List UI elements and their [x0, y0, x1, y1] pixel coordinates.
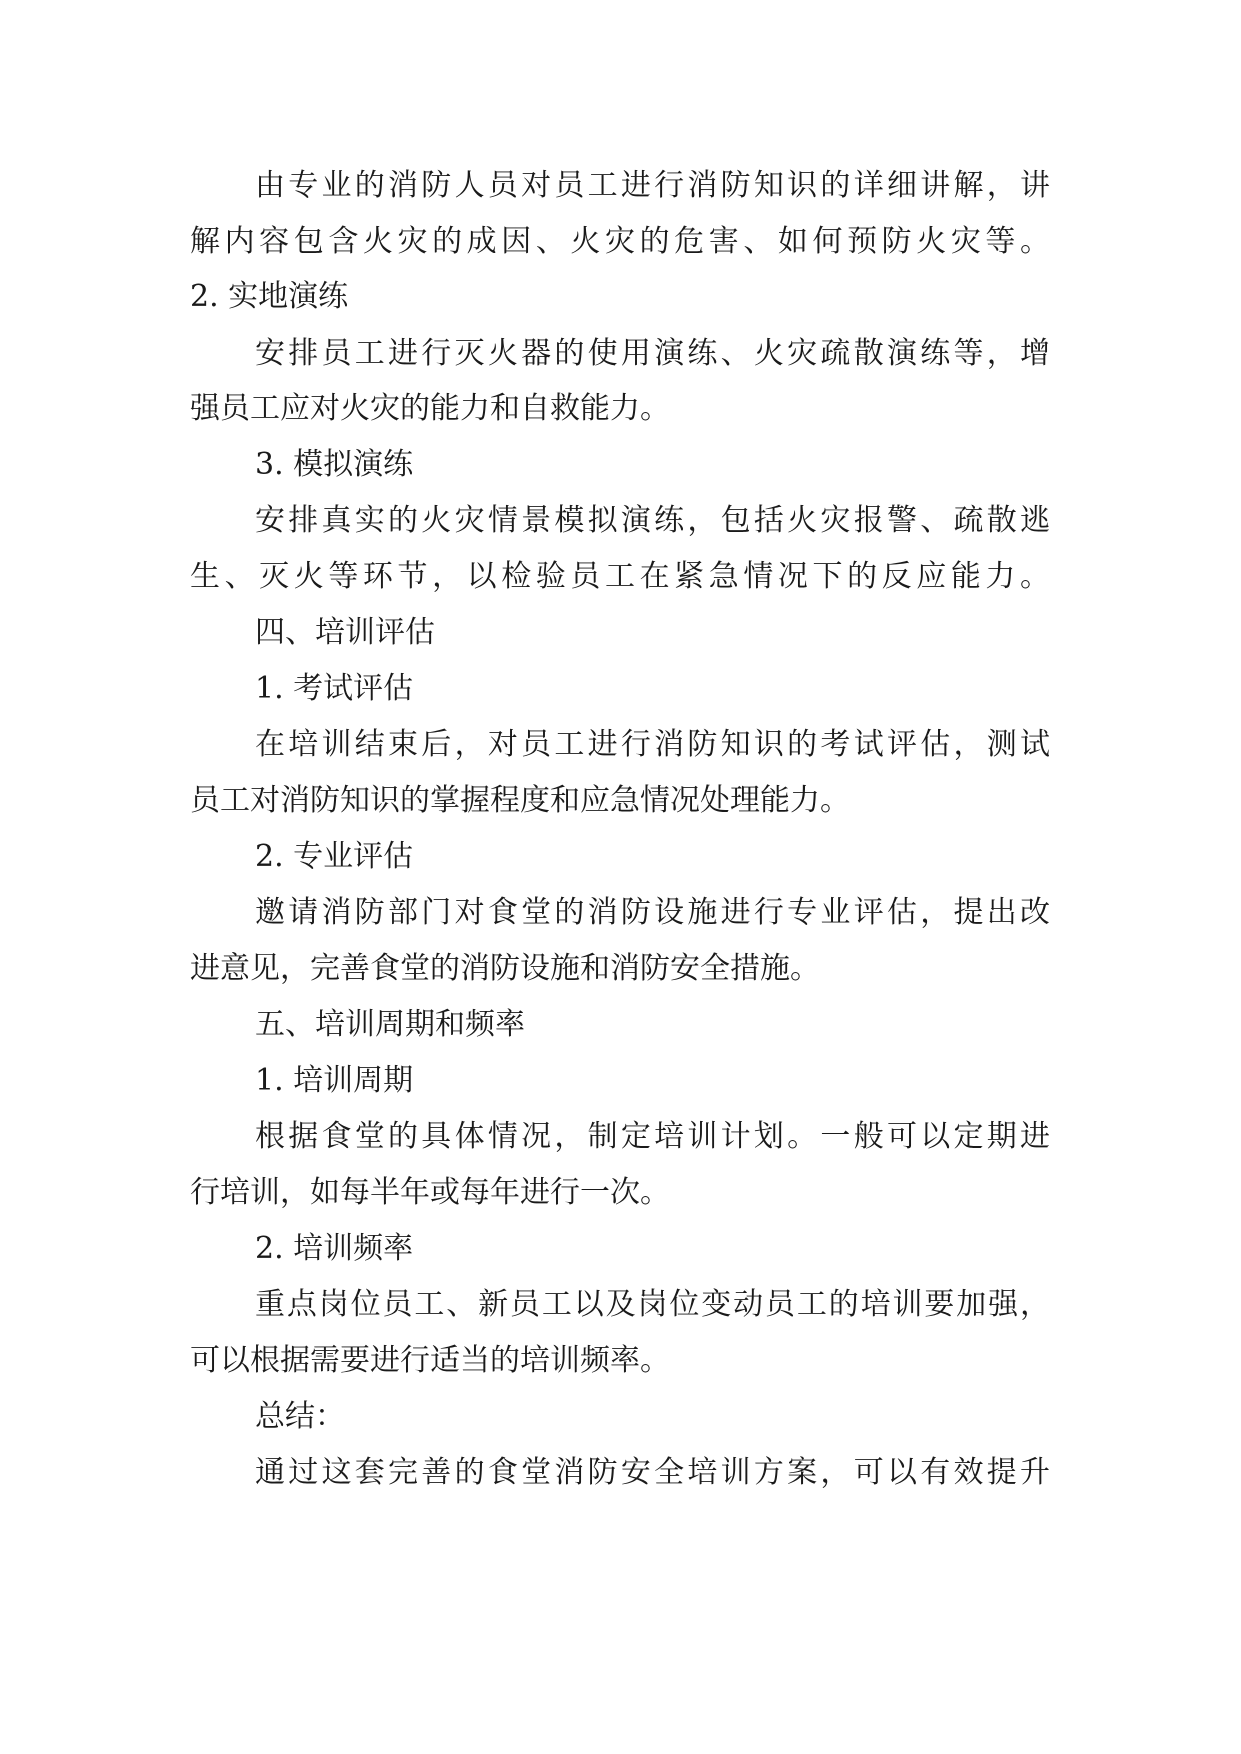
paragraph-line: 进意见，完善食堂的消防设施和消防安全措施。 — [190, 951, 820, 986]
paragraph-line: 行培训，如每半年或每年进行一次。 — [190, 1175, 670, 1210]
chapter-heading: 四、培训评估 — [255, 615, 435, 650]
section-heading: 3. 模拟演练 — [255, 447, 414, 482]
chapter-heading: 五、培训周期和频率 — [255, 1007, 525, 1042]
paragraph-line: 员工对消防知识的掌握程度和应急情况处理能力。 — [190, 783, 850, 818]
paragraph-line: 邀请消防部门对食堂的消防设施进行专业评估，提出改 — [255, 895, 1050, 930]
paragraph-line: 在培训结束后，对员工进行消防知识的考试评估，测试 — [255, 727, 1050, 762]
paragraph-line: 重点岗位员工、新员工以及岗位变动员工的培训要加强， — [255, 1287, 1050, 1322]
summary-heading: 总结： — [255, 1399, 345, 1434]
paragraph-line: 通过这套完善的食堂消防安全培训方案，可以有效提升 — [255, 1455, 1050, 1490]
paragraph-line: 安排员工进行灭火器的使用演练、火灾疏散演练等，增 — [255, 336, 1050, 371]
paragraph-line: 由专业的消防人员对员工进行消防知识的详细讲解，讲 — [255, 168, 1050, 203]
section-heading: 1. 考试评估 — [255, 671, 414, 706]
section-heading: 1. 培训周期 — [255, 1063, 414, 1098]
paragraph-line: 根据食堂的具体情况，制定培训计划。一般可以定期进 — [255, 1119, 1050, 1154]
paragraph-line: 解内容包含火灾的成因、火灾的危害、如何预防火灾等。 — [190, 224, 1050, 259]
paragraph-line: 生、灭火等环节，以检验员工在紧急情况下的反应能力。 — [190, 559, 1050, 594]
section-heading: 2. 专业评估 — [255, 839, 414, 874]
paragraph-line: 强员工应对火灾的能力和自救能力。 — [190, 391, 670, 426]
section-heading: 2. 实地演练 — [190, 279, 349, 314]
paragraph-line: 可以根据需要进行适当的培训频率。 — [190, 1343, 670, 1378]
paragraph-line: 安排真实的火灾情景模拟演练，包括火灾报警、疏散逃 — [255, 503, 1050, 538]
section-heading: 2. 培训频率 — [255, 1231, 414, 1266]
